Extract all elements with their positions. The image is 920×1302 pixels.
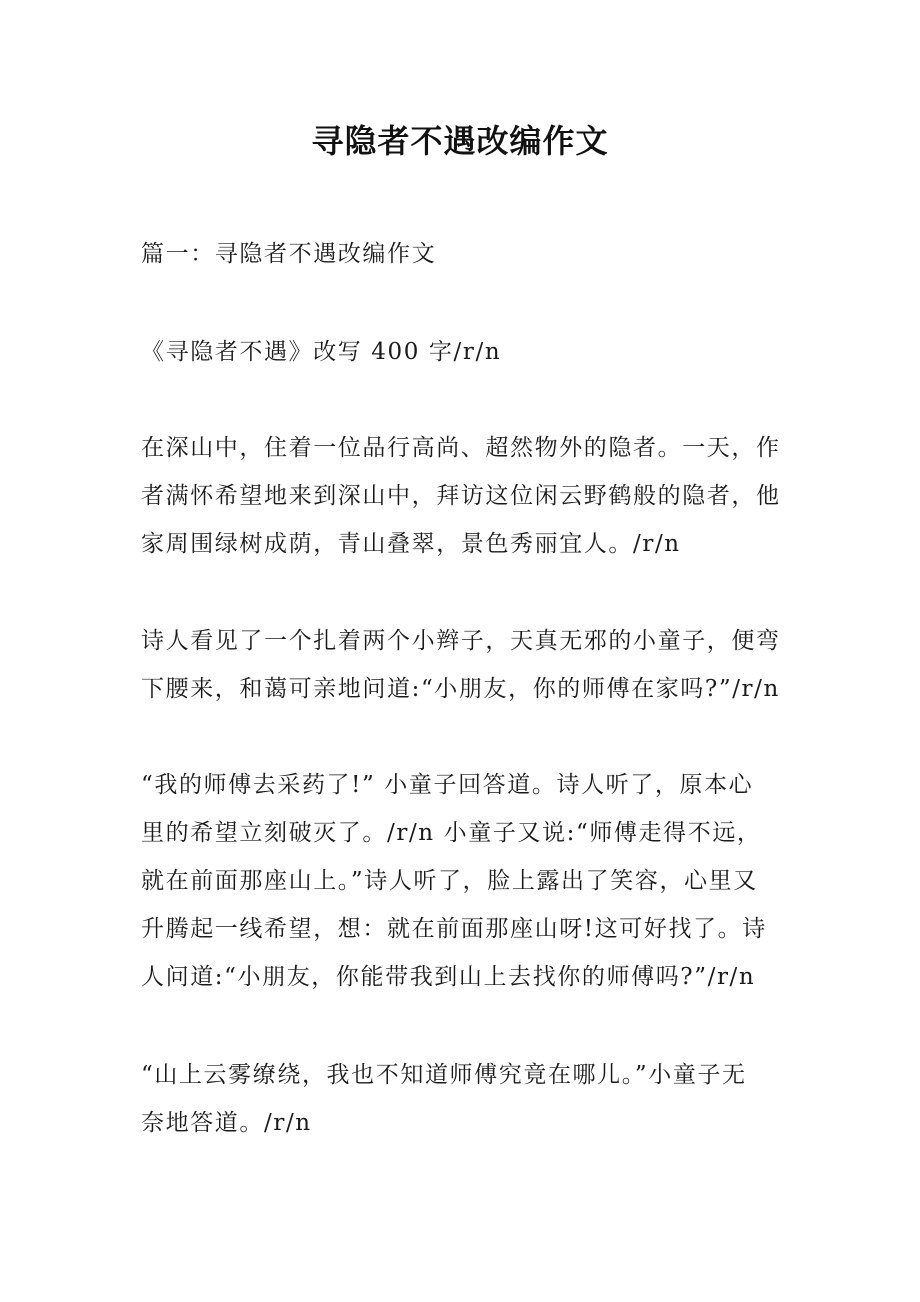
text-line: 就在前面那座山上。”诗人听了，脸上露出了笑容，心里又 — [141, 868, 758, 894]
section-heading — [141, 230, 783, 278]
text-line: “我的师傅去采药了!” 小童子回答道。诗人听了，原本心 — [141, 772, 754, 798]
text-line: “山上云雾缭绕，我也不知道师傅究竟在哪儿。”小童子无 — [141, 1062, 747, 1088]
document-title: 寻隐者不遇改编作文 — [311, 122, 609, 160]
body-paragraph — [141, 424, 783, 568]
subtitle-paragraph — [141, 328, 783, 376]
text-line: 人问道:“小朋友，你能带我到山上去找你的师傅吗?”/r/n — [141, 964, 756, 990]
text-line: 诗人看见了一个扎着两个小辫子，天真无邪的小童子，便弯 — [141, 628, 781, 654]
body-paragraph — [141, 617, 783, 713]
text-line: 《寻隐者不遇》改写 400 字/r/n — [141, 339, 502, 365]
text-line: 奈地答道。/r/n — [141, 1110, 312, 1136]
body-paragraph — [141, 1051, 783, 1147]
text-line: 里的希望立刻破灭了。/r/n 小童子又说:“师傅走得不远， — [141, 820, 762, 846]
text-line: 在深山中，住着一位品行高尚、超然物外的隐者。一天，作 — [141, 435, 781, 461]
text-line: 篇一：寻隐者不遇改编作文 — [141, 241, 437, 267]
text-line: 者满怀希望地来到深山中，拜访这位闲云野鹤般的隐者，他 — [141, 483, 781, 509]
body-paragraph — [141, 761, 783, 1001]
text-line: 下腰来，和蔼可亲地问道:“小朋友，你的师傅在家吗?”/r/n — [141, 676, 780, 702]
text-line: 升腾起一线希望，想：就在前面那座山呀!这可好找了。诗 — [141, 916, 767, 942]
text-line: 家周围绿树成荫，青山叠翠，景色秀丽宜人。/r/n — [141, 531, 681, 557]
